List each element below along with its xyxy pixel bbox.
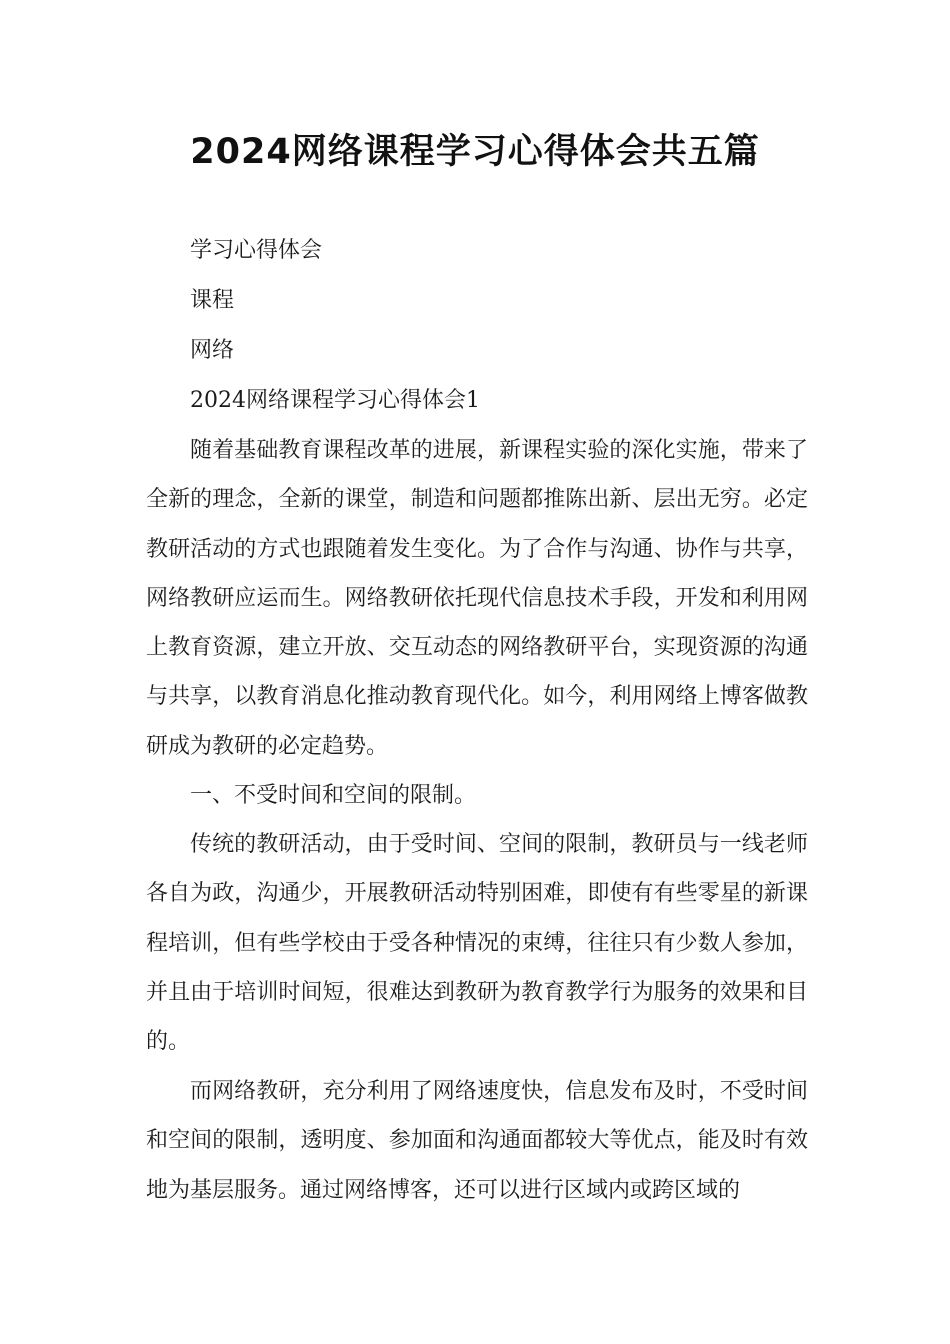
heading-1: 一、不受时间和空间的限制。 [190,783,477,808]
keyword-2: 课程 [190,288,235,313]
paragraph-2: 传统的教研活动，由于受时间、空间的限制，教研员与一线老师各自为政，沟通少，开展教研活动特别困难，即使有有些零星的新课程培训，但有些学校由于受各种情况的束缚，往往只有少数人参加，并且由于培训时间短，很难达到教研为教育教学行为服务的效果和目的。 [146,832,808,1055]
paragraph-3: 而网络教研，充分利用了网络速度快，信息发布及时，不受时间和空间的限制，透明度、参加面和沟通面都较大等优点，能及时有效地为基层服务。通过网络博客，还可以进行区域内或跨区域的 [146,1079,808,1203]
keyword-1: 学习心得体会 [190,238,323,263]
paragraph-1: 随着基础教育课程改革的进展，新课程实验的深化实施，带来了全新的理念，全新的课堂，制造和问题都推陈出新、层出无穷。必定教研活动的方式也跟随着发生变化。为了合作与沟通、协作与共享，网络教研应运而生。网络教研依托现代信息技术手段，开发和利用网上教育资源，建立开放、交互动态的网络教研平台，实现资源的沟通与共享，以教育消息化推动教育现代化。如今，利用网络上博客做教研成为教研的必定趋势。 [146,438,808,759]
document-title: 2024网络课程学习心得体会共五篇 [190,132,760,172]
keyword-3: 网络 [190,338,235,363]
section-title: 2024网络课程学习心得体会1 [190,388,480,413]
